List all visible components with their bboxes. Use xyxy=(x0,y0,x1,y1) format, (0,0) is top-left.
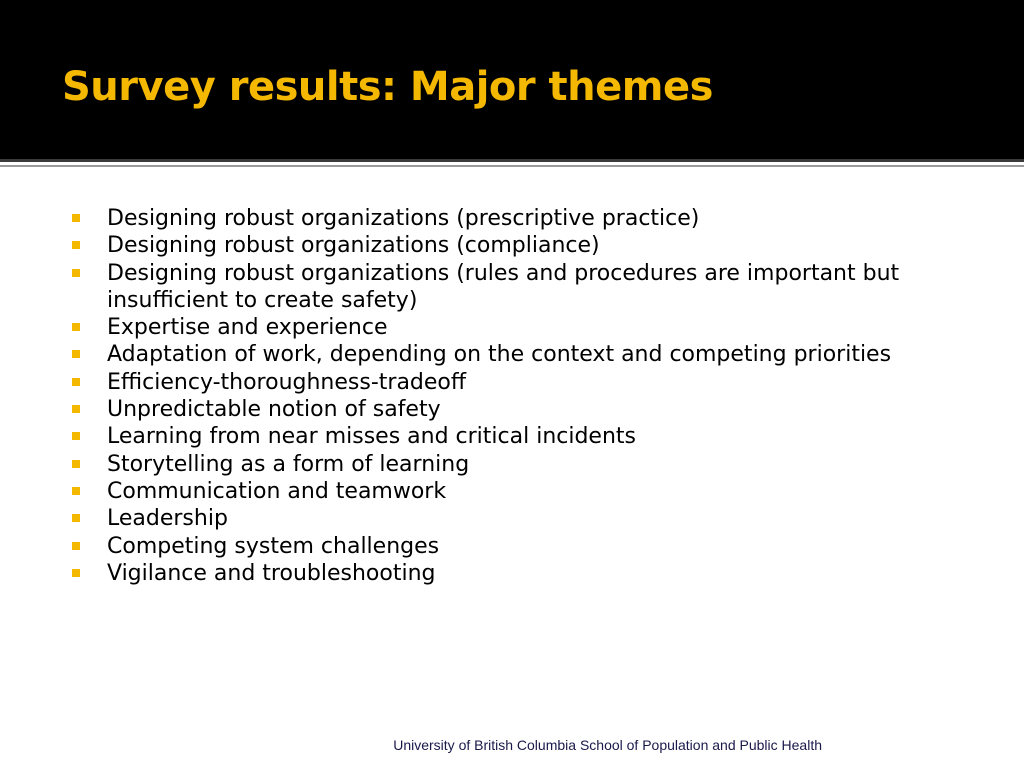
list-item xyxy=(72,205,972,232)
theme-text: Learning from near misses and critical incidents xyxy=(107,424,636,450)
title-bar xyxy=(0,0,1024,159)
list-item xyxy=(72,451,972,478)
list-item xyxy=(72,341,972,368)
theme-text: Designing robust organizations (compliance) xyxy=(107,233,600,259)
theme-text: Unpredictable notion of safety xyxy=(107,397,441,423)
list-item xyxy=(72,396,972,423)
square-bullet-icon xyxy=(72,432,80,440)
theme-text: Designing robust organizations (rules and procedures are important but insufficient to create safety) xyxy=(107,260,900,313)
square-bullet-icon xyxy=(72,514,80,522)
themes-list xyxy=(72,205,972,587)
list-item xyxy=(72,478,972,505)
square-bullet-icon xyxy=(72,460,80,468)
square-bullet-icon xyxy=(72,569,80,577)
square-bullet-icon xyxy=(72,542,80,550)
slide-title: Survey results: Major themes xyxy=(62,64,713,110)
list-item xyxy=(72,314,972,341)
theme-text: Adaptation of work, depending on the context and competing priorities xyxy=(107,342,892,368)
square-bullet-icon xyxy=(72,350,80,358)
list-item xyxy=(72,560,972,587)
square-bullet-icon xyxy=(72,269,80,277)
list-item xyxy=(72,423,972,450)
theme-text: Expertise and experience xyxy=(107,315,388,341)
theme-text: Competing system challenges xyxy=(107,533,440,559)
list-item xyxy=(72,533,972,560)
list-item xyxy=(72,505,972,532)
theme-text: Communication and teamwork xyxy=(107,478,447,504)
theme-text: Designing robust organizations (prescriptive practice) xyxy=(107,206,700,231)
square-bullet-icon xyxy=(72,487,80,495)
header-divider-dark xyxy=(0,159,1024,162)
theme-text: Vigilance and troubleshooting xyxy=(107,560,436,586)
list-item xyxy=(72,369,972,396)
list-item xyxy=(72,260,972,315)
header-divider-light xyxy=(0,165,1024,167)
square-bullet-icon xyxy=(72,378,80,386)
footer-institution: University of British Columbia School of Population and Public Health xyxy=(393,737,822,753)
square-bullet-icon xyxy=(72,214,80,222)
theme-text: Leadership xyxy=(107,506,228,532)
square-bullet-icon xyxy=(72,323,80,331)
square-bullet-icon xyxy=(72,405,80,413)
square-bullet-icon xyxy=(72,241,80,249)
theme-text: Storytelling as a form of learning xyxy=(107,451,470,477)
theme-text: Efficiency-thoroughness-tradeoff xyxy=(107,369,467,395)
list-item xyxy=(72,232,972,259)
